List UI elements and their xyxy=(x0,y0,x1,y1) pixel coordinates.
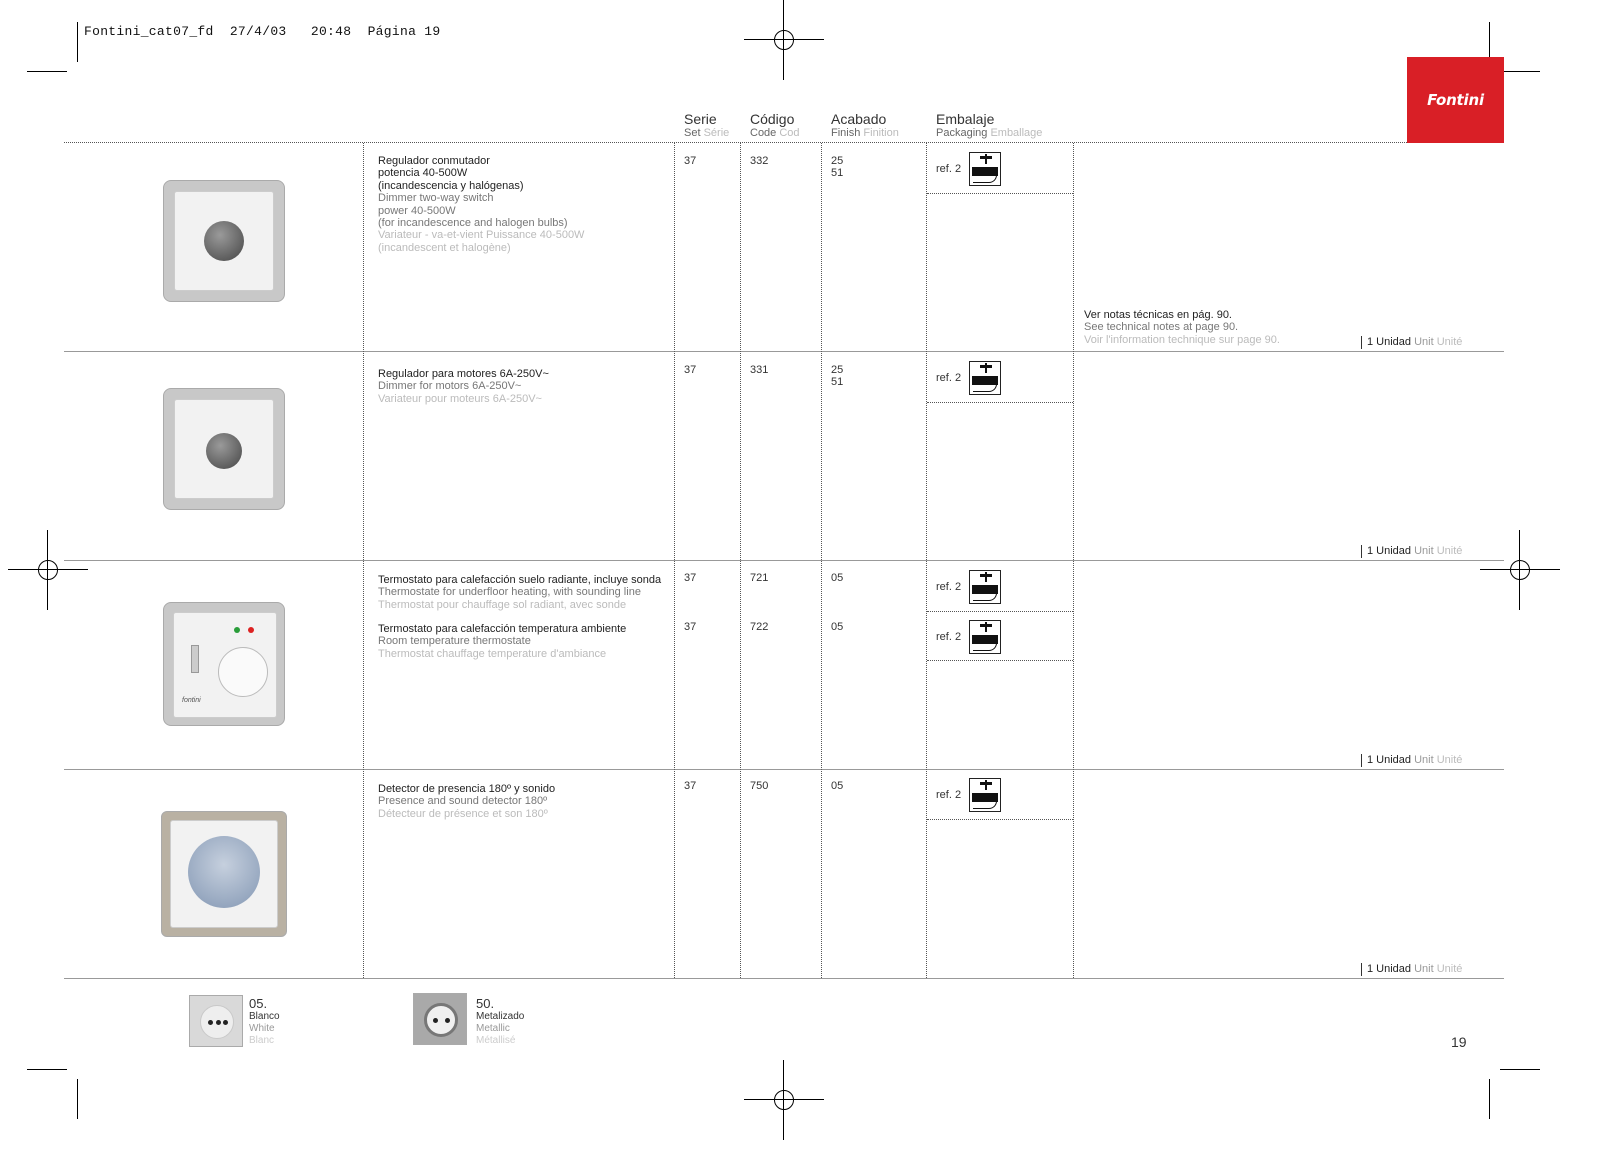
packaging-rule xyxy=(927,402,1073,403)
column-rule xyxy=(1073,143,1074,978)
col-header-codigo xyxy=(750,111,800,140)
acabado-en: Finish xyxy=(831,127,861,139)
finish-es: Blanco xyxy=(249,1011,280,1022)
slug-date: 27/4/03 xyxy=(229,24,287,39)
page-number: 19 xyxy=(1451,1034,1467,1050)
codigo-value: 721 xyxy=(750,572,769,584)
unit-es: 1 Unidad xyxy=(1367,336,1412,348)
crop-mark xyxy=(27,1069,67,1070)
desc-es-line: Regulador conmutador xyxy=(378,155,490,167)
unit-label xyxy=(1361,963,1462,976)
desc-fr-line: Détecteur de présence et son 180º xyxy=(378,807,548,820)
column-rule xyxy=(363,143,364,978)
thermostat-photo xyxy=(163,602,285,726)
finish-swatch-metallic xyxy=(413,993,467,1045)
desc-en-line: Thermostate for underfloor heating, with sounding line xyxy=(378,586,641,599)
unit-en: Unit xyxy=(1414,545,1434,557)
finish-en: Metallic xyxy=(476,1023,510,1034)
finish-en: White xyxy=(249,1023,275,1034)
unit-es: 1 Unidad xyxy=(1367,963,1412,975)
presence-detector-photo xyxy=(161,811,287,937)
desc-fr-line: Thermostat chauffage temperature d'ambiance xyxy=(378,647,607,660)
motor-dimmer-photo xyxy=(163,388,285,510)
desc-es-line: Detector de presencia 180º y sonido xyxy=(378,783,556,795)
packaging-icon xyxy=(969,620,1001,654)
column-rule xyxy=(926,143,927,978)
row-divider xyxy=(64,351,1504,352)
header-rule xyxy=(64,142,1407,143)
crop-mark xyxy=(77,1079,78,1119)
finish-code: 50. xyxy=(476,996,495,1011)
row-divider xyxy=(64,769,1504,770)
ref-label: ref. 2 xyxy=(936,163,962,175)
note-fr: Voir l'information technique sur page 90. xyxy=(1084,333,1280,346)
acabado-value: 05 xyxy=(831,621,844,633)
slug-page: Página 19 xyxy=(367,24,441,39)
registration-mark xyxy=(1480,530,1560,610)
embalaje-en: Packaging xyxy=(936,127,988,139)
embalaje-fr: Emballage xyxy=(990,127,1043,139)
unit-en: Unit xyxy=(1414,336,1434,348)
desc-en-line: Room temperature thermostate xyxy=(378,635,531,648)
technical-note xyxy=(1084,309,1280,346)
serie-value: 37 xyxy=(684,364,697,376)
acabado-value: 05 xyxy=(831,780,844,792)
col-header-serie xyxy=(684,111,729,140)
desc-es-line: Regulador para motores 6A-250V~ xyxy=(378,368,549,380)
packaging-rule xyxy=(927,193,1073,194)
note-es: Ver notas técnicas en pág. 90. xyxy=(1084,309,1232,321)
unit-en: Unit xyxy=(1414,754,1434,766)
desc-en-line: Dimmer for motors 6A-250V~ xyxy=(378,380,522,393)
packaging-icon xyxy=(969,152,1001,186)
column-rule xyxy=(674,143,675,978)
logo-text: Fontini xyxy=(1427,91,1484,109)
dimmer-switch-photo xyxy=(163,180,285,302)
crop-mark xyxy=(1489,1079,1490,1119)
codigo-value: 331 xyxy=(750,364,769,376)
packaging-icon xyxy=(969,570,1001,604)
crop-mark xyxy=(1500,1069,1540,1070)
desc-es-line: Termostato para calefacción suelo radiante, incluye sonda xyxy=(378,574,662,586)
unit-es: 1 Unidad xyxy=(1367,545,1412,557)
column-rule xyxy=(740,143,741,978)
slug-file: Fontini_cat07_fd xyxy=(84,24,214,39)
finish-fr: Métallisé xyxy=(476,1035,516,1046)
desc-fr-line: Thermostat pour chauffage sol radiant, avec sonde xyxy=(378,598,627,611)
fontini-logo xyxy=(1407,57,1504,143)
desc-es-line: potencia 40-500W xyxy=(378,167,468,180)
ref-label: ref. 2 xyxy=(936,789,962,801)
serie-value: 37 xyxy=(684,155,697,167)
acabado-code: 51 xyxy=(831,376,844,389)
packaging-rule xyxy=(927,660,1073,661)
unit-fr: Unité xyxy=(1436,963,1463,975)
note-en: See technical notes at page 90. xyxy=(1084,321,1239,334)
desc-fr-line: (incandescent et halogène) xyxy=(378,241,511,254)
codigo-en: Code xyxy=(750,127,777,139)
unit-fr: Unité xyxy=(1436,336,1463,348)
unit-es: 1 Unidad xyxy=(1367,754,1412,766)
desc-fr-line: Variateur pour moteurs 6A-250V~ xyxy=(378,392,542,405)
desc-en-line: Presence and sound detector 180º xyxy=(378,795,548,808)
desc-es-line: Termostato para calefacción temperatura ambiente xyxy=(378,623,627,635)
serie-en: Set xyxy=(684,127,701,139)
crop-mark xyxy=(77,22,78,62)
ref-label: ref. 2 xyxy=(936,631,962,643)
finish-es: Metalizado xyxy=(476,1011,525,1022)
acabado-es: Acabado xyxy=(831,111,887,127)
product-description xyxy=(378,574,661,611)
unit-label xyxy=(1361,754,1462,767)
acabado-code: 25 xyxy=(831,364,844,376)
registration-mark xyxy=(744,0,824,80)
acabado-code: 25 xyxy=(831,155,844,167)
acabado-value xyxy=(831,364,843,389)
crop-mark xyxy=(27,71,67,72)
serie-value: 37 xyxy=(684,780,697,792)
product-description xyxy=(378,623,626,660)
unit-label xyxy=(1361,545,1462,558)
packaging-rule xyxy=(927,611,1073,612)
print-slug xyxy=(84,24,441,39)
finish-fr: Blanc xyxy=(249,1035,275,1046)
finish-swatch-white xyxy=(189,995,243,1047)
crop-mark xyxy=(1500,71,1540,72)
desc-en-line: Dimmer two-way switch xyxy=(378,192,494,205)
registration-mark xyxy=(8,530,88,610)
codigo-value: 332 xyxy=(750,155,769,167)
row-divider xyxy=(64,560,1504,561)
acabado-code: 51 xyxy=(831,167,844,180)
embalaje-es: Embalaje xyxy=(936,111,995,127)
desc-es-line: (incandescencia y halógenas) xyxy=(378,179,524,192)
packaging-ref xyxy=(936,152,1001,186)
row-divider xyxy=(64,978,1504,979)
registration-mark xyxy=(744,1060,824,1140)
packaging-ref xyxy=(936,620,1001,654)
unit-fr: Unité xyxy=(1436,545,1463,557)
packaging-icon xyxy=(969,361,1001,395)
packaging-rule xyxy=(927,819,1073,820)
desc-en-line: power 40-500W xyxy=(378,204,456,217)
acabado-value xyxy=(831,155,843,180)
packaging-ref xyxy=(936,570,1001,604)
serie-es: Serie xyxy=(684,111,717,127)
codigo-es: Código xyxy=(750,111,795,127)
packaging-ref xyxy=(936,778,1001,812)
finish-code: 05. xyxy=(249,996,268,1011)
desc-en-line: (for incandescence and halogen bulbs) xyxy=(378,217,568,230)
unit-en: Unit xyxy=(1414,963,1434,975)
unit-label xyxy=(1361,336,1462,349)
codigo-value: 722 xyxy=(750,621,769,633)
col-header-acabado xyxy=(831,111,899,140)
ref-label: ref. 2 xyxy=(936,581,962,593)
product-description xyxy=(378,783,555,820)
finish-label xyxy=(249,996,280,1047)
desc-fr-line: Variateur - va-et-vient Puissance 40-500W xyxy=(378,229,585,242)
serie-value: 37 xyxy=(684,621,697,633)
crop-mark xyxy=(1489,22,1490,62)
product-description xyxy=(378,155,584,254)
photo-brand-label: fontini xyxy=(182,697,201,704)
codigo-value: 750 xyxy=(750,780,769,792)
serie-value: 37 xyxy=(684,572,697,584)
product-description xyxy=(378,368,549,405)
serie-fr: Série xyxy=(703,127,730,139)
col-header-embalaje xyxy=(936,111,1042,140)
acabado-fr: Finition xyxy=(863,127,899,139)
unit-fr: Unité xyxy=(1436,754,1463,766)
column-rule xyxy=(821,143,822,978)
packaging-icon xyxy=(969,778,1001,812)
ref-label: ref. 2 xyxy=(936,372,962,384)
packaging-ref xyxy=(936,361,1001,395)
finish-label xyxy=(476,996,524,1047)
codigo-fr: Cod xyxy=(779,127,800,139)
acabado-value: 05 xyxy=(831,572,844,584)
slug-time: 20:48 xyxy=(310,24,352,39)
